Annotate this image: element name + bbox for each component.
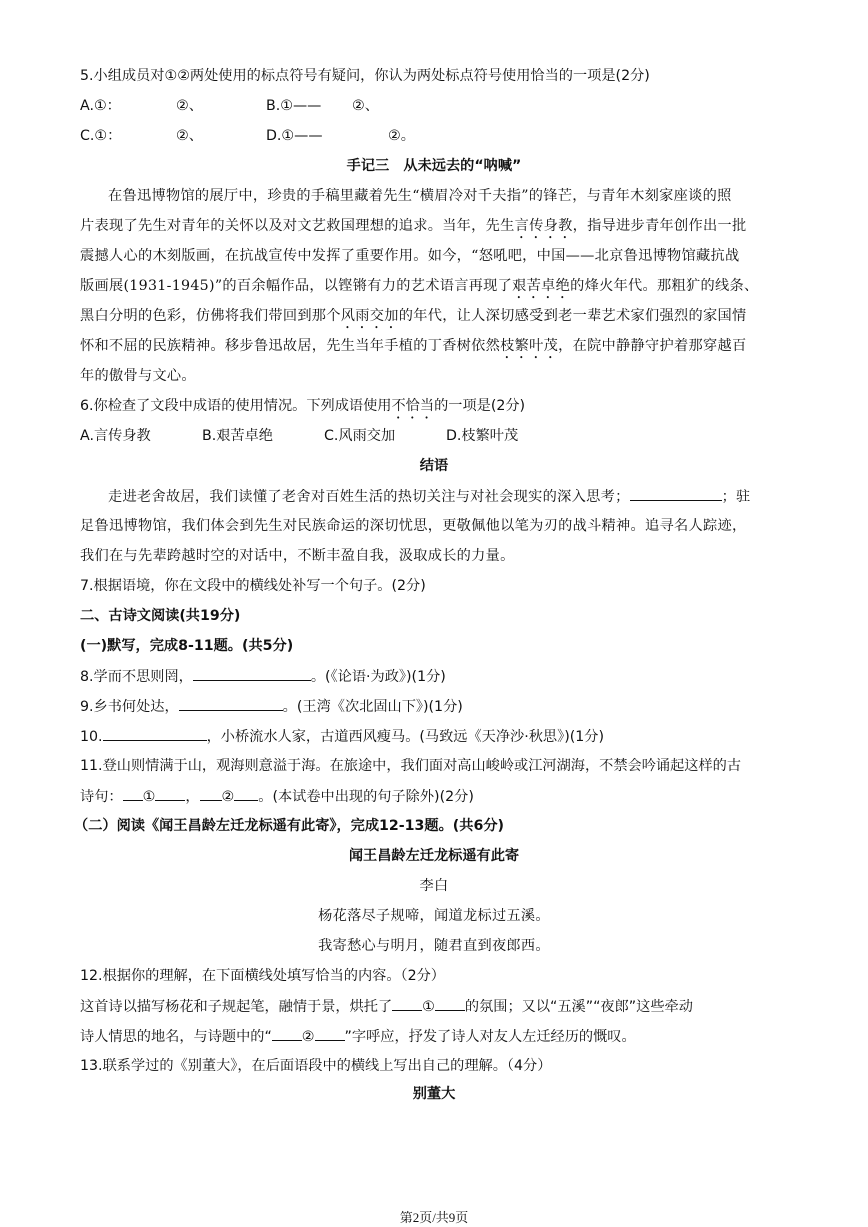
note3-line-2: 片表现了先生对青年的关怀以及对文艺救国理想的追求。当年，先生言传身教，指导进步青年创作出一批 (80, 218, 747, 234)
q10-blank[interactable] (103, 726, 207, 741)
idiom-jiankuzhuojue: 艰苦卓绝 (512, 278, 571, 294)
q11-blank-1b[interactable] (155, 786, 185, 801)
q6-option-b: B.艰苦卓绝 (202, 428, 273, 444)
note3-line-4: 版画展(1931-1945)”的百余幅作品，以铿锵有力的艺术语言再现了艰苦卓绝的烽火年代。那粗犷的线条、 (80, 278, 759, 294)
q5-stem: 5.小组成员对①②两处使用的标点符号有疑问，你认为两处标点符号使用恰当的一项是(2分) (80, 68, 650, 84)
poem-line-1: 杨花落尽子规啼，闻道龙标过五溪。 (318, 908, 550, 924)
note3-title: 手记三 从未远去的“呐喊” (346, 158, 522, 174)
q8-blank[interactable] (193, 666, 311, 681)
q5-option-d-2: ②。 (388, 128, 415, 144)
q5-option-b-2: ②、 (352, 98, 379, 114)
q11-blank-1a[interactable] (123, 786, 143, 801)
q11-blank-2a[interactable] (200, 786, 222, 801)
q12-marker-1: ① (422, 999, 435, 1015)
q6-emphasis: 不恰当 (391, 398, 435, 414)
q9-blank[interactable] (179, 696, 283, 711)
q11-blank-2b[interactable] (234, 786, 258, 801)
bdd-title: 别董大 (412, 1086, 456, 1102)
part2-heading: （二）阅读《闻王昌龄左迁龙标遥有此寄》，完成12-13题。(共6分) (74, 818, 504, 834)
note3-line-3: 震撼人心的木刻版画，在抗战宣传中发挥了重要作用。如今，“怒吼吧，中国——北京鲁迅博物馆藏抗战 (80, 248, 740, 264)
q9: 9.乡书何处达， 。(王湾《次北固山下》)(1分) (80, 696, 463, 717)
section2-heading: 二、古诗文阅读(共19分) (80, 608, 241, 624)
idiom-fengyujiaojia: 风雨交加 (340, 308, 399, 324)
q11-line-1: 11.登山则情满于山，观海则意溢于海。在旅途中，我们面对高山峻岭或江河湖海，不禁会吟诵起这样的古 (80, 758, 742, 774)
q12-blank-2b[interactable] (315, 1026, 345, 1041)
q12-blank-2a[interactable] (272, 1026, 302, 1041)
page-number: 第2页/共9页 (399, 1210, 469, 1225)
note3-line-1: 在鲁迅博物馆的展厅中，珍贵的手稿里藏着先生“横眉冷对千夫指”的锋芒，与青年木刻家座谈的照 (108, 188, 732, 204)
q5-option-c-2: ②、 (176, 128, 203, 144)
q6-options (80, 426, 518, 446)
poem-title: 闻王昌龄左迁龙标遥有此寄 (348, 848, 520, 864)
ending-answer-blank[interactable] (630, 486, 722, 501)
q12-stem: 12.根据你的理解，在下面横线处填写恰当的内容。（2分） (80, 968, 445, 984)
q5-option-d-1: D.①—— (266, 128, 323, 144)
q11-marker-2: ② (221, 789, 235, 805)
q12-blank-1a[interactable] (392, 996, 422, 1011)
idiom-yanchuanshenjiao: 言传身教 (514, 218, 573, 234)
q5-option-a-1: A.①： (80, 98, 121, 114)
poem-author: 李白 (419, 878, 449, 894)
note3-line-5: 黑白分明的色彩，仿佛将我们带回到那个风雨交加的年代，让人深切感受到老一辈艺术家们强烈的家国情 (80, 308, 747, 324)
ending-line-3: 我们在与先辈跨越时空的对话中，不断丰盈自我，汲取成长的力量。 (80, 548, 515, 564)
q5-options-cd (80, 126, 415, 146)
q13-stem: 13.联系学过的《别董大》，在后面语段中的横线上写出自己的理解。（4分） (80, 1058, 552, 1074)
q5-options-ab (80, 96, 379, 116)
ending-line-1: 走进老舍故居，我们读懂了老舍对百姓生活的热切关注与对社会现实的深入思考； ；驻 (108, 486, 751, 507)
q6-option-a: A.言传身教 (80, 428, 151, 444)
q10: 10. ，小桥流水人家，古道西风瘦马。(马致远《天净沙·秋思》)(1分) (80, 726, 604, 747)
ending-title: 结语 (419, 458, 449, 474)
q5-option-c-1: C.①： (80, 128, 122, 144)
q12-marker-2: ② (301, 1029, 315, 1045)
q8: 8.学而不思则罔， 。(《论语·为政》)(1分) (80, 666, 446, 687)
q12-blank-1b[interactable] (435, 996, 465, 1011)
q6-option-d: D.枝繁叶茂 (446, 428, 519, 444)
q11-marker-1: ① (142, 789, 156, 805)
q6-option-c: C.风雨交加 (324, 428, 396, 444)
note3-line-6: 怀和不屈的民族精神。移步鲁迅故居，先生当年手植的丁香树依然枝繁叶茂，在院中静静守护着那穿越百 (80, 338, 747, 354)
idiom-zhifanyemao: 枝繁叶茂 (500, 338, 559, 354)
q7-stem: 7.根据语境，你在文段中的横线处补写一个句子。(2分) (80, 578, 426, 594)
ending-line-2: 足鲁迅博物馆，我们体会到先生对民族命运的深切忧思，更敬佩他以笔为刃的战斗精神。追寻名人踪迹， (80, 518, 747, 534)
q6-stem: 6.你检查了文段中成语的使用情况。下列成语使用不恰当的一项是(2分) (80, 398, 526, 414)
q5-option-b-1: B.①—— (266, 98, 322, 114)
q12-line-2: 诗人情思的地名，与诗题中的“ ② ”字呼应，抒发了诗人对友人左迁经历的慨叹。 (80, 1026, 636, 1047)
q5-option-a-2: ②、 (176, 98, 203, 114)
part1-heading: (一)默写，完成8-11题。(共5分) (80, 638, 294, 654)
q12-line-1: 这首诗以描写杨花和子规起笔，融情于景，烘托了 ① 的氛围；又以“五溪”“夜郎”这些牵动 (80, 996, 693, 1017)
q11-line-2: 诗句： ① ， ② 。(本试卷中出现的句子除外)(2分) (80, 786, 474, 807)
poem-line-2: 我寄愁心与明月，随君直到夜郎西。 (318, 938, 550, 954)
note3-line-7: 年的傲骨与文心。 (80, 368, 196, 384)
